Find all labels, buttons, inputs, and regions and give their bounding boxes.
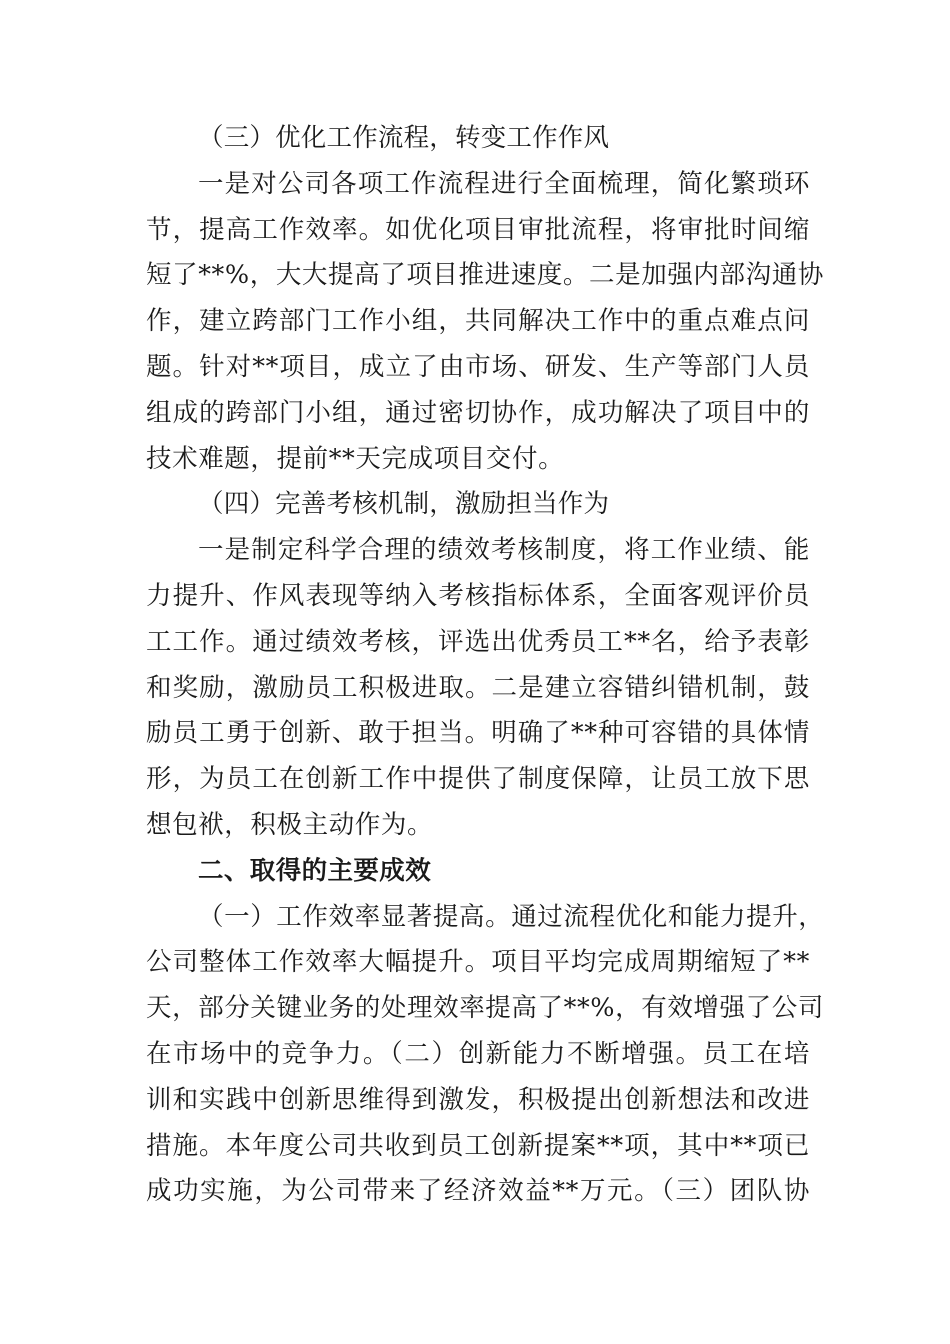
paragraph-line: 技术难题，提前**天完成项目交付。 — [146, 443, 565, 474]
paragraph-line: （一）工作效率显著提高。通过流程优化和能力提升， — [198, 901, 825, 932]
paragraph-line: 和奖励，激励员工积极进取。二是建立容错纠错机制，鼓 — [146, 672, 810, 703]
paragraph-line: 节，提高工作效率。如优化项目审批流程，将审批时间缩 — [146, 214, 810, 245]
paragraph-line: 成功实施，为公司带来了经济效益**万元。（三）团队协 — [146, 1176, 810, 1207]
paragraph-line: 天，部分关键业务的处理效率提高了**%，有效增强了公司 — [146, 993, 824, 1024]
paragraph-line: 励员工勇于创新、敢于担当。明确了**种可容错的具体情 — [146, 718, 810, 749]
paragraph-line: 公司整体工作效率大幅提升。项目平均完成周期缩短了** — [146, 947, 810, 978]
paragraph-line: 形，为员工在创新工作中提供了制度保障，让员工放下思 — [146, 764, 810, 795]
section-heading-4: （四）完善考核机制，激励担当作为 — [198, 489, 610, 520]
paragraph-line: 在市场中的竞争力。（二）创新能力不断增强。员工在培 — [146, 1038, 810, 1069]
paragraph-line: 工工作。通过绩效考核，评选出优秀员工**名，给予表彰 — [146, 626, 810, 657]
document-page — [146, 116, 825, 1215]
paragraph-line: 一是制定科学合理的绩效考核制度，将工作业绩、能 — [198, 535, 810, 566]
section-heading-3: （三）优化工作流程，转变工作作风 — [198, 123, 610, 153]
chapter-heading-2: 二、取得的主要成效 — [198, 855, 432, 886]
paragraph-line: 组成的跨部门小组，通过密切协作，成功解决了项目中的 — [146, 397, 810, 428]
paragraph-line: 训和实践中创新思维得到激发，积极提出创新想法和改进 — [146, 1084, 810, 1115]
paragraph-line: 措施。本年度公司共收到员工创新提案**项，其中**项已 — [146, 1130, 810, 1161]
paragraph-line: 作，建立跨部门工作小组，共同解决工作中的重点难点问 — [146, 306, 810, 337]
paragraph-line: 题。针对**项目，成立了由市场、研发、生产等部门人员 — [146, 351, 810, 382]
paragraph-line: 一是对公司各项工作流程进行全面梳理，简化繁琐环 — [198, 168, 810, 199]
paragraph-line: 想包袱，积极主动作为。 — [146, 809, 434, 840]
paragraph-line: 力提升、作风表现等纳入考核指标体系，全面客观评价员 — [146, 580, 810, 611]
paragraph-line: 短了**%，大大提高了项目推进速度。二是加强内部沟通协 — [146, 260, 824, 291]
